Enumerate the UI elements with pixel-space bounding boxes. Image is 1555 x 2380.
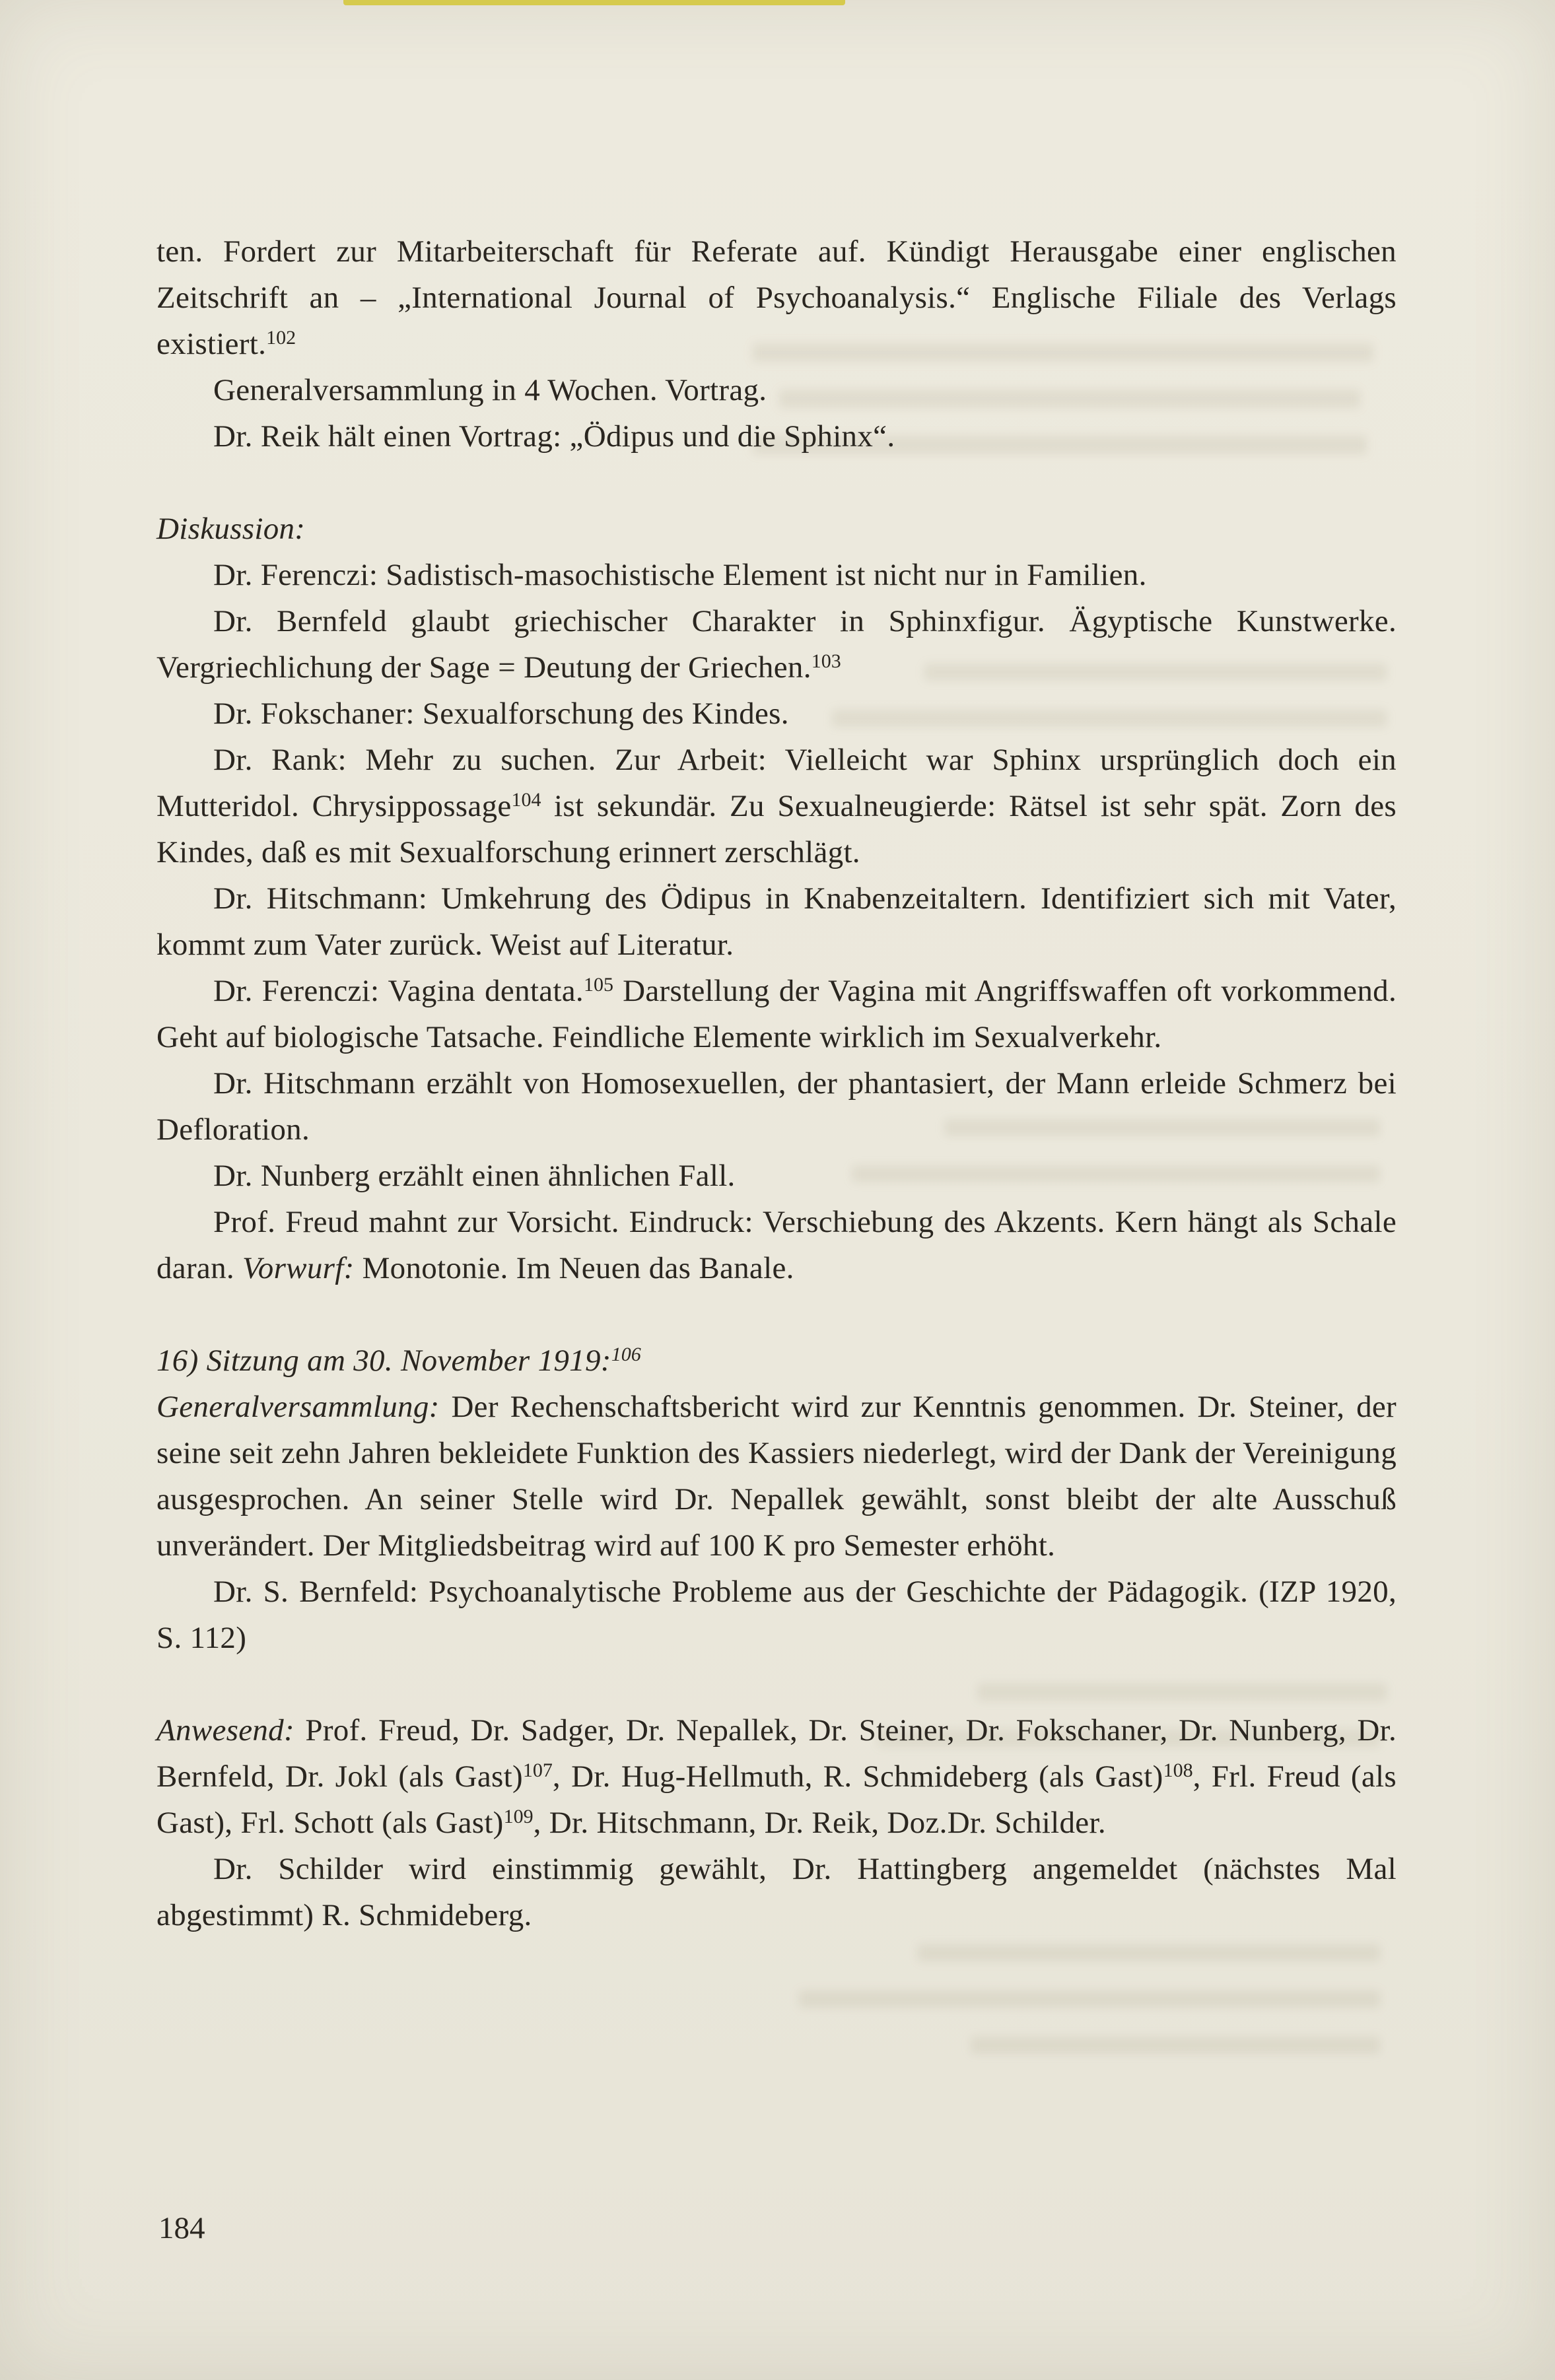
text-run: Der Rechenschaftsbericht wird zur Kenntnis genommen. Dr. Steiner, der seine seit zehn Jahren bekleidete Funktion des Kassiers niederlegt, wird der Dank der Vereinigung ausgesprochen. An seiner Stelle wird Dr. Nepallek gewählt, sonst bleibt der alte Ausschuß unverändert. Der Mitgliedsbeitrag wird auf 100 K pro Semester erhöht. <box>156 1390 1397 1563</box>
paragraph-anwesend <box>156 1707 1397 1846</box>
paragraph-reik-vortrag <box>156 413 1397 459</box>
text-run: Dr. Rank: Mehr zu suchen. Zur Arbeit: Vielleicht war Sphinx ursprünglich doch ein Mutteridol. Chrysippossage <box>156 743 1397 823</box>
text-run: ist sekundär. Zu Sexualneugierde: Rätsel ist sehr spät. Zorn des Kindes, daß es mit Sexualforschung erinnert zerschlägt. <box>156 789 1397 869</box>
page-number: 184 <box>158 2211 205 2245</box>
heading-diskussion <box>156 506 1397 552</box>
text-run: Dr. Bernfeld glaubt griechischer Charakter in Sphinxfigur. Ägyptische Kunstwerke. Vergriechlichung der Sage = Deutung der Griechen. <box>156 604 1397 685</box>
paragraph-ferenczi-1 <box>156 552 1397 598</box>
paragraph-freud <box>156 1199 1397 1291</box>
paragraph-nunberg <box>156 1153 1397 1199</box>
text-run-italic: Vorwurf: <box>242 1251 355 1285</box>
text-run: ten. Fordert zur Mitarbeiterschaft für Referate auf. Kündigt Herausgabe einer englischen Zeitschrift an – „International Journal of Psychoanalysis.“ Englische Filiale des Verlags existiert. <box>156 234 1397 361</box>
text-run: Dr. Fokschaner: Sexualforschung des Kindes. <box>213 697 789 731</box>
footnote-ref-108: 108 <box>1163 1759 1193 1781</box>
text-run-italic: 16) Sitzung am 30. November 1919: <box>156 1343 611 1378</box>
text-run: Dr. Nunberg erzählt einen ähnlichen Fall. <box>213 1159 736 1193</box>
footnote-ref-109: 109 <box>503 1806 534 1827</box>
text-run: Dr. Schilder wird einstimmig gewählt, Dr. Hattingberg angemeldet (nächstes Mal abgestimmt) R. Schmideberg. <box>156 1852 1397 1932</box>
paragraph-rank <box>156 737 1397 875</box>
text-run: Generalversammlung in 4 Wochen. Vortrag. <box>213 373 767 407</box>
paragraph-hitschmann-1 <box>156 875 1397 968</box>
text-run: Dr. Ferenczi: Sadistisch-masochistische Element ist nicht nur in Familien. <box>213 558 1147 592</box>
text-run: Dr. Hitschmann erzählt von Homosexuellen, der phantasiert, der Mann erleide Schmerz bei Defloration. <box>156 1066 1397 1147</box>
paragraph-generalversammlung-bericht <box>156 1384 1397 1569</box>
footnote-ref-102: 102 <box>266 327 296 349</box>
paragraph-schilder-wahl <box>156 1846 1397 1938</box>
text-run: Prof. Freud mahnt zur Vorsicht. Eindruck: Verschiebung des Akzents. Kern hängt als Schale daran. <box>156 1205 1397 1285</box>
text-run-italic: Generalversammlung: <box>156 1390 440 1424</box>
heading-sitzung-16 <box>156 1338 1397 1384</box>
paragraph-ferenczi-2 <box>156 968 1397 1060</box>
text-run: Monotonie. Im Neuen das Banale. <box>354 1251 794 1285</box>
footnote-ref-105: 105 <box>583 974 613 996</box>
scan-edge-artifact <box>343 0 845 5</box>
text-run: , Dr. Hug-Hellmuth, R. Schmideberg (als Gast) <box>552 1759 1163 1794</box>
text-run: Dr. Reik hält einen Vortrag: „Ödipus und die Sphinx“. <box>213 419 895 454</box>
text-block <box>156 228 1397 1938</box>
bleedthrough-artifact <box>918 1944 1380 1961</box>
paragraph-hitschmann-2 <box>156 1060 1397 1153</box>
footnote-ref-104: 104 <box>511 789 541 811</box>
text-run: Prof. Freud, Dr. Sadger, Dr. Nepallek, Dr. Steiner, Dr. Fokschaner, Dr. Nunberg, Dr. Bernfeld, Dr. Jokl (als Gast) <box>156 1713 1397 1794</box>
paragraph-generalversammlung-ankuendigung <box>156 367 1397 413</box>
paragraph-fokschaner <box>156 691 1397 737</box>
paragraph-bernfeld <box>156 598 1397 691</box>
text-run-italic: Anwesend: <box>156 1713 294 1748</box>
text-run: , Dr. Hitschmann, Dr. Reik, Doz.Dr. Schilder. <box>533 1806 1106 1840</box>
text-run: Dr. Hitschmann: Umkehrung des Ödipus in Knabenzeitaltern. Identifiziert sich mit Vater, kommt zum Vater zurück. Weist auf Literatur. <box>156 881 1397 962</box>
bleedthrough-artifact <box>799 1990 1380 2008</box>
footnote-ref-106: 106 <box>611 1343 641 1365</box>
paragraph-bernfeld-vortrag <box>156 1569 1397 1661</box>
text-run: Diskussion: <box>156 512 306 546</box>
footnote-ref-103: 103 <box>811 650 841 672</box>
text-run: Darstellung der Vagina mit Angriffswaffen oft vorkommend. Geht auf biologische Tatsache. Feindliche Elemente wirklich im Sexualverkehr. <box>156 974 1397 1054</box>
text-run: , Frl. Freud (als Gast), Frl. Schott (als Gast) <box>156 1759 1397 1840</box>
footnote-ref-107: 107 <box>522 1759 553 1781</box>
paragraph-intro-continuation <box>156 228 1397 367</box>
text-run: Dr. S. Bernfeld: Psychoanalytische Probleme aus der Geschichte der Pädagogik. (IZP 1920, S. 112) <box>156 1575 1397 1655</box>
bleedthrough-artifact <box>971 2037 1380 2054</box>
text-run: Dr. Ferenczi: Vagina dentata. <box>213 974 584 1008</box>
